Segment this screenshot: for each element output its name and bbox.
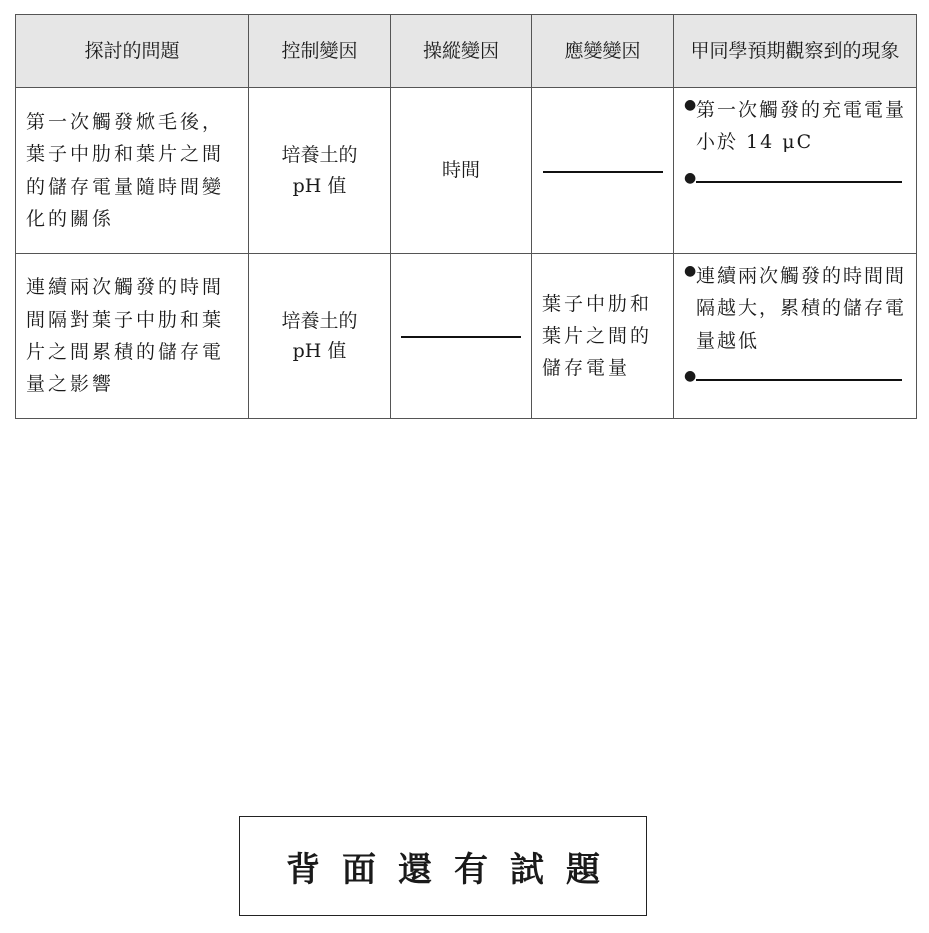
row1-controlled — [249, 88, 391, 254]
row1-controlled-text: 培養土的 pH 值 — [281, 144, 358, 197]
row1-responding — [532, 88, 674, 254]
bullet-dot-icon: ● — [684, 367, 697, 384]
row2-observation-text: 連續兩次觸發的時間間隔越大，累積的儲存電量越低 — [696, 265, 907, 352]
header-expected-observation: 甲同學預期觀察到的現象 — [674, 15, 917, 88]
header-controlled-variable: 控制變因 — [249, 15, 391, 88]
row1-observation-text: 第一次觸發的充電電量小於 14 μC — [696, 99, 907, 154]
row1-responding-blank[interactable] — [543, 171, 663, 173]
header-row — [16, 15, 917, 88]
header-manipulated-variable: 操縱變因 — [391, 15, 532, 88]
header-topic: 探討的問題 — [16, 15, 249, 88]
row1-observation-item-1 — [684, 94, 908, 159]
row1-observation-item-2 — [684, 171, 908, 185]
row1-observation-blank[interactable] — [696, 181, 902, 183]
row2-observation-item-2 — [684, 369, 908, 383]
row2-topic: 連續兩次觸發的時間間隔對葉子中肋和葉片之間累積的儲存電量之影響 — [16, 254, 249, 419]
row2-observation-blank[interactable] — [696, 379, 902, 381]
experiment-table — [15, 14, 917, 419]
header-responding-variable: 應變變因 — [532, 15, 674, 88]
row2-observation — [674, 254, 917, 419]
row2-controlled-text: 培養土的 pH 值 — [281, 309, 358, 362]
row2-responding: 葉子中肋和葉片之間的儲存電量 — [532, 254, 674, 419]
row2-controlled — [249, 254, 391, 419]
bullet-dot-icon: ● — [684, 97, 699, 113]
bullet-dot-icon: ● — [684, 169, 697, 186]
table-row — [16, 88, 917, 254]
row1-topic: 第一次觸發焮毛後，葉子中肋和葉片之間的儲存電量隨時間變化的關係 — [16, 88, 249, 254]
row2-observation-item-1 — [684, 260, 908, 357]
bullet-dot-icon: ● — [684, 263, 699, 279]
row2-manipulated-blank[interactable] — [401, 336, 521, 338]
row1-manipulated: 時間 — [391, 88, 532, 254]
row1-observation — [674, 88, 917, 254]
row2-manipulated — [391, 254, 532, 419]
table-row — [16, 254, 917, 419]
continue-on-back-notice: 背面還有試題 — [239, 816, 647, 916]
